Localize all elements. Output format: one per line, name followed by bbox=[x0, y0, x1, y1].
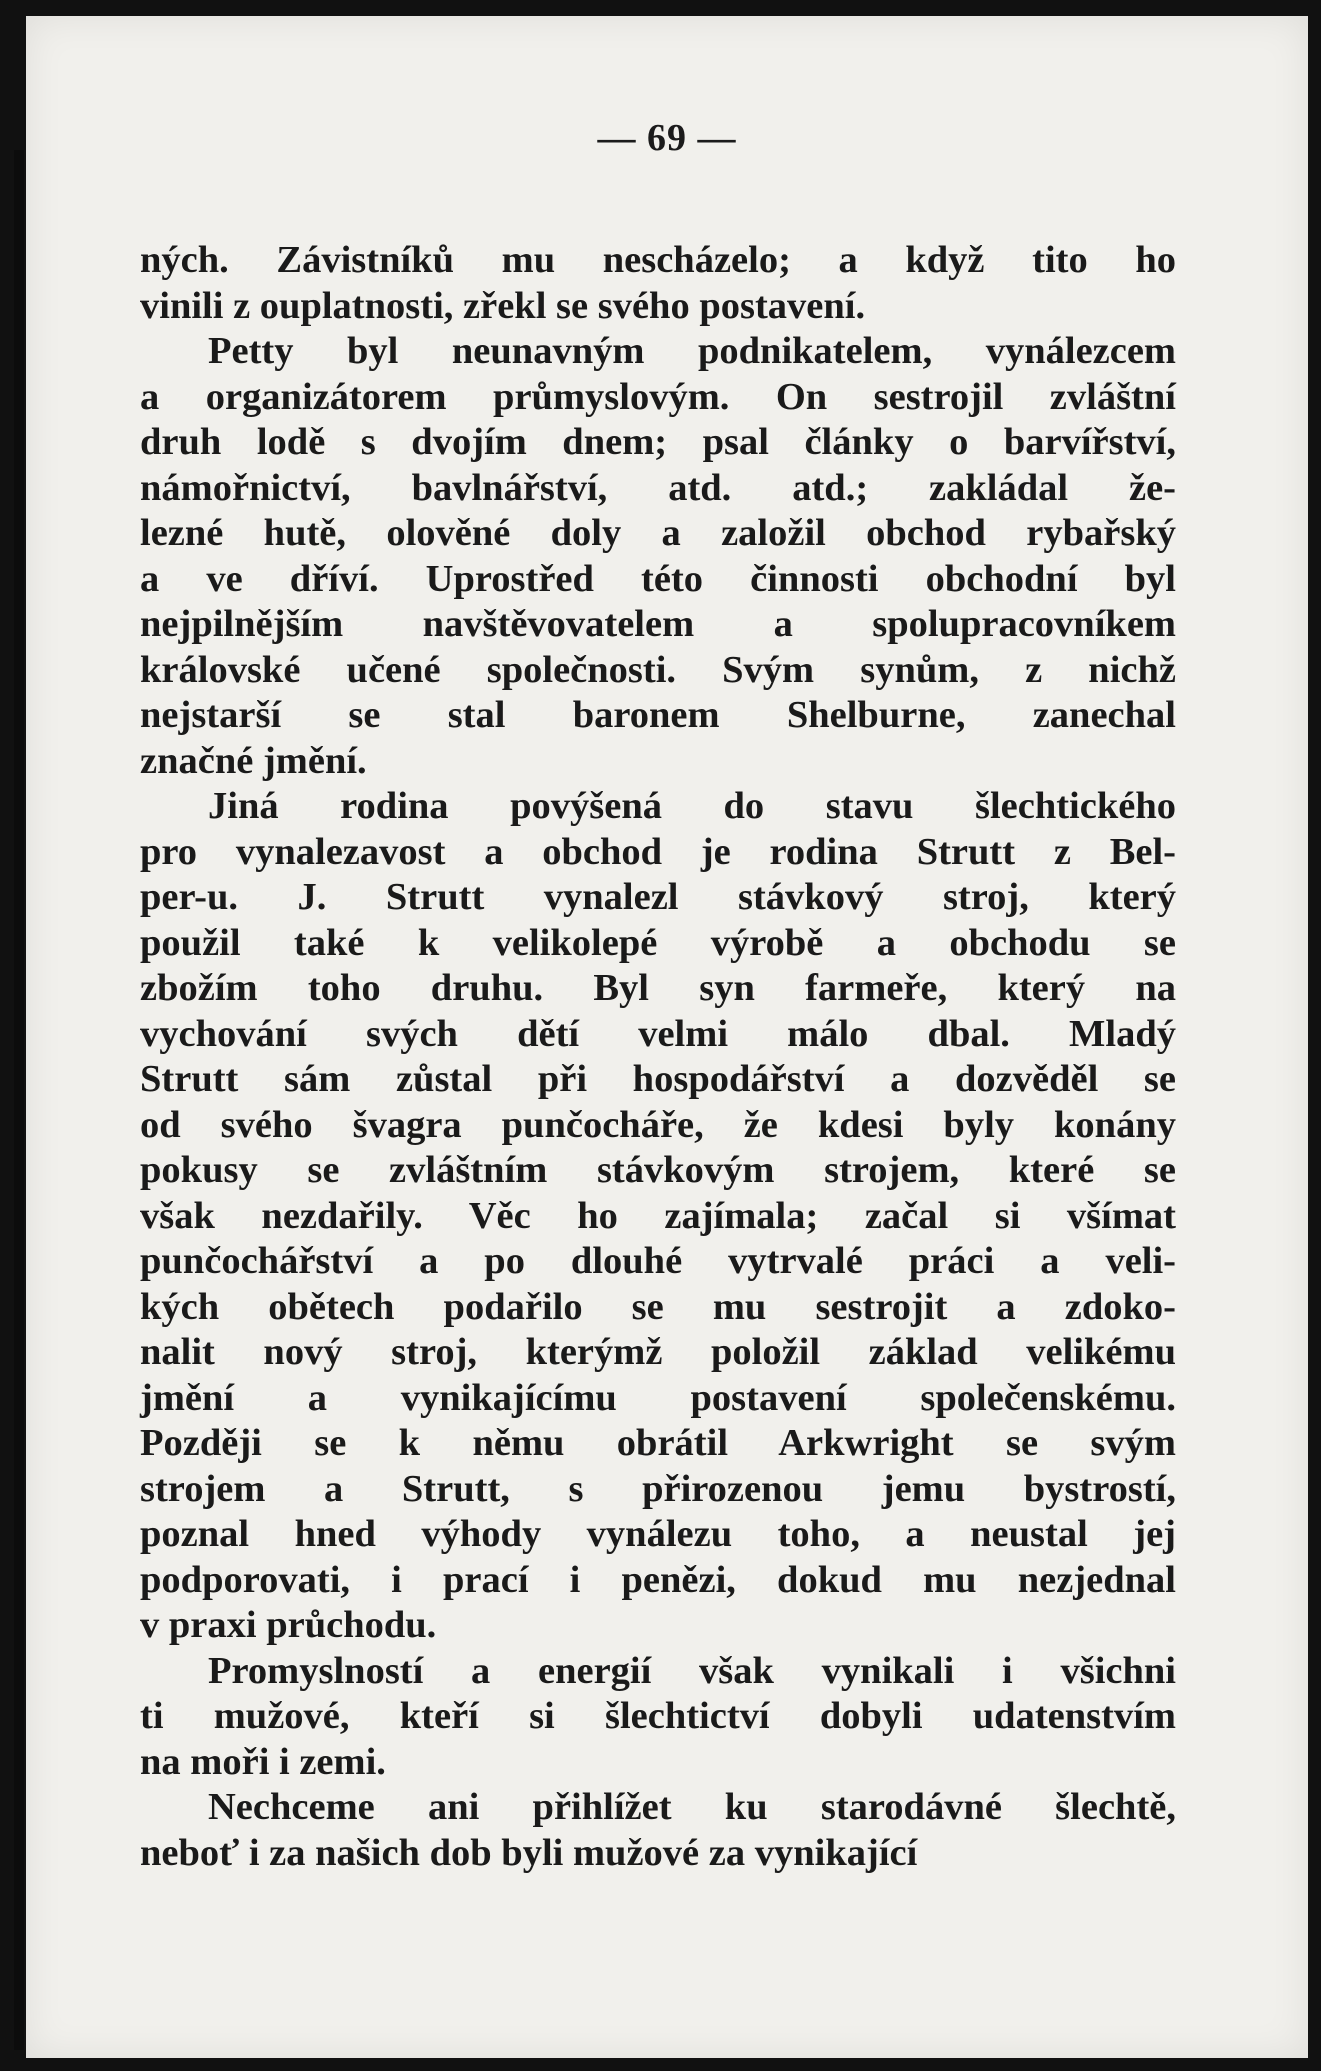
text-line: Nechceme ani přihlížet ku starodávné šlechtě, bbox=[208, 1786, 1176, 1828]
text-line: podporovati, i prací i penězi, dokud mu nezjednal bbox=[140, 1558, 1176, 1601]
text-line: vinili z ouplatnosti, zřekl se svého postavení. bbox=[140, 284, 866, 327]
text-line: použil také k velikolepé výrobě a obchodu se bbox=[140, 921, 1176, 964]
text-line: punčochářství a po dlouhé vytrvalé práci a veli- bbox=[140, 1240, 1176, 1282]
text-line: a ve dříví. Uprostřed této činnosti obchodní byl bbox=[140, 557, 1176, 600]
text-line: Později se k němu obrátil Arkwright se svým bbox=[140, 1422, 1176, 1464]
book-binding-edge bbox=[14, 150, 24, 2050]
paragraph bbox=[140, 1649, 1176, 1786]
text-line: na moři i zemi. bbox=[140, 1740, 386, 1783]
text-line: nalit nový stroj, kterýmž položil základ velikému bbox=[140, 1331, 1176, 1373]
text-line: zbožím toho druhu. Byl syn farmeře, který na bbox=[140, 967, 1176, 1009]
text-line: a organizátorem průmyslovým. On sestrojil zvláštní bbox=[140, 375, 1176, 418]
text-line: Jiná rodina povýšená do stavu šlechtického bbox=[208, 785, 1176, 827]
text-line: pokusy se zvláštním stávkovým strojem, které se bbox=[140, 1149, 1176, 1191]
paragraph bbox=[140, 784, 1176, 1649]
text-line: strojem a Strutt, s přirozenou jemu bystrostí, bbox=[140, 1467, 1176, 1510]
text-line: neboť i za našich dob byli mužové za vynikající bbox=[140, 1831, 918, 1874]
text-line: Strutt sám zůstal při hospodářství a dozvěděl se bbox=[140, 1058, 1176, 1100]
text-line: lezné hutě, olověné doly a založil obchod rybařský bbox=[140, 512, 1176, 554]
text-line: Promyslností a energií však vynikali i všichni bbox=[208, 1649, 1176, 1692]
text-line: ti mužové, kteří si šlechtictví dobyli udatenstvím bbox=[140, 1695, 1176, 1737]
text-line: jmění a vynikajícímu postavení společenskému. bbox=[140, 1376, 1176, 1419]
text-line: per-u. J. Strutt vynalezl stávkový stroj, který bbox=[140, 876, 1176, 918]
text-line: v praxi průchodu. bbox=[140, 1604, 437, 1646]
page-body-text bbox=[140, 238, 1176, 1876]
text-line: nejstarší se stal baronem Shelburne, zanechal bbox=[140, 694, 1176, 736]
text-line: však nezdařily. Věc ho zajímala; začal si všímat bbox=[140, 1194, 1176, 1237]
text-line: námořnictví, bavlnářství, atd. atd.; zakládal že- bbox=[140, 466, 1176, 509]
page-number: — 69 — bbox=[597, 117, 737, 159]
text-line: kých obětech podařilo se mu sestrojit a zdoko- bbox=[140, 1285, 1176, 1328]
paragraph bbox=[140, 329, 1176, 784]
paragraph bbox=[140, 238, 1176, 329]
text-line: nejpilnějším navštěvovatelem a spolupracovníkem bbox=[140, 603, 1176, 645]
text-line: pro vynalezavost a obchod je rodina Strutt z Bel- bbox=[140, 830, 1176, 873]
text-line: vychování svých dětí velmi málo dbal. Mladý bbox=[140, 1012, 1176, 1055]
paragraph bbox=[140, 1785, 1176, 1876]
text-line: Petty byl neunavným podnikatelem, vynálezcem bbox=[208, 330, 1176, 372]
text-line: druh lodě s dvojím dnem; psal články o barvířství, bbox=[140, 421, 1176, 463]
text-line: poznal hned výhody vynálezu toho, a neustal jej bbox=[140, 1513, 1176, 1555]
text-line: ných. Závistníků mu nescházelo; a když tito ho bbox=[140, 239, 1176, 281]
text-line: královské učené společnosti. Svým synům, z nichž bbox=[140, 648, 1176, 691]
book-page bbox=[26, 16, 1308, 2058]
text-line: značné jmění. bbox=[140, 739, 367, 782]
text-line: od svého švagra punčocháře, že kdesi byly konány bbox=[140, 1103, 1176, 1146]
